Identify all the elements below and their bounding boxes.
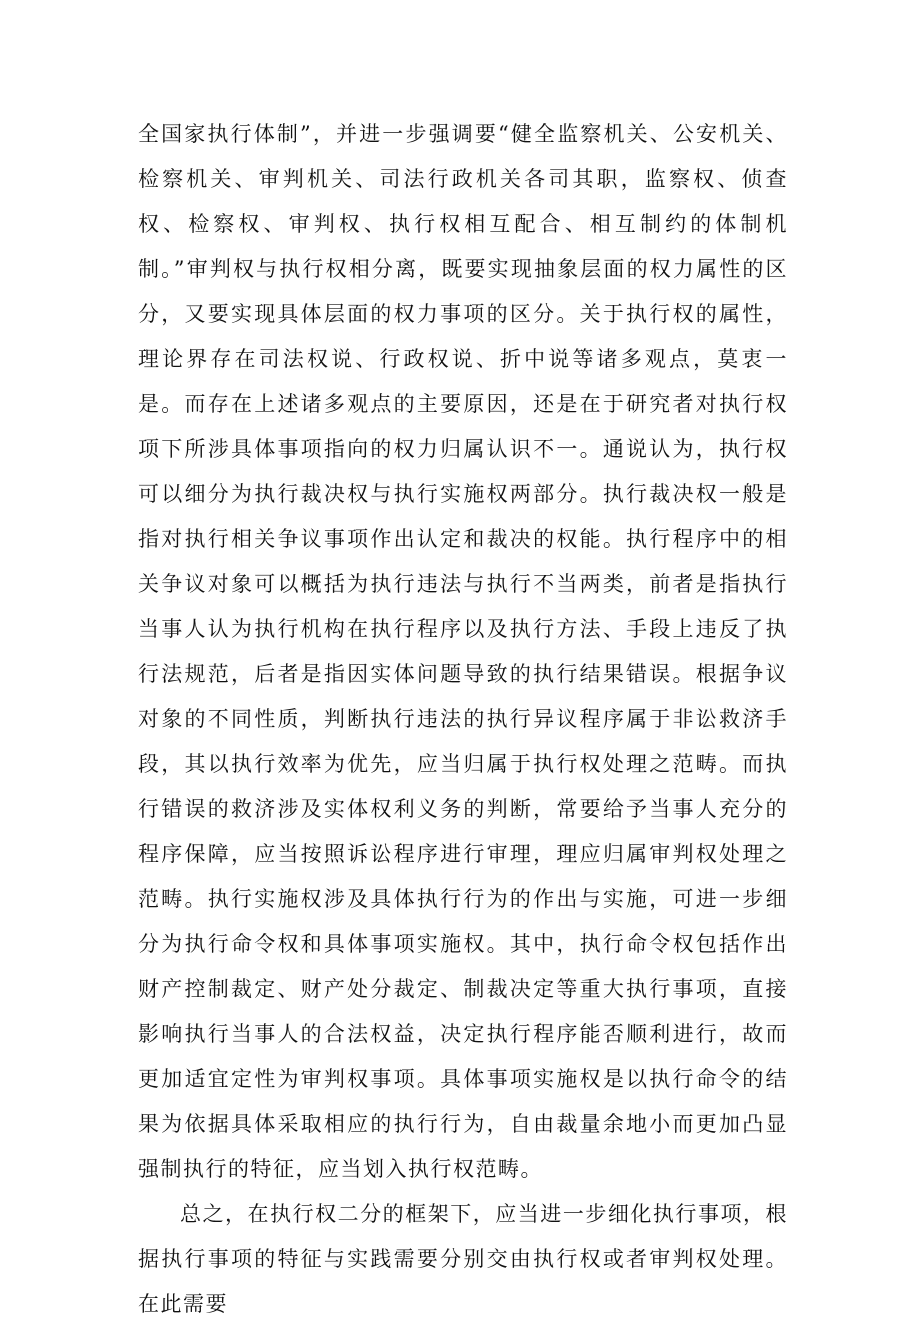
document-body xyxy=(138,112,788,1327)
paragraph-summary: 总之，在执行权二分的框架下，应当进一步细化执行事项，根据执行事项的特征与实践需要分别交由执行权或者审判权处理。在此需要 xyxy=(138,1202,788,1316)
paragraph-continued: 全国家执行体制”，并进一步强调要“健全监察机关、公安机关、检察机关、审判机关、司法行政机关各司其职，监察权、侦查权、检察权、审判权、执行权相互配合、相互制约的体制机制。”审判权与执行权相分离，既要实现抽象层面的权力属性的区分，又要实现具体层面的权力事项的区分。关于执行权的属性，理论界存在司法权说、行政权说、折中说等诸多观点，莫衷一是。而存在上述诸多观点的主要原因，还是在于研究者对执行权项下所涉具体事项指向的权力归属认识不一。通说认为，执行权可以细分为执行裁决权与执行实施权两部分。执行裁决权一般是指对执行相关争议事项作出认定和裁决的权能。执行程序中的相关争议对象可以概括为执行违法与执行不当两类，前者是指执行当事人认为执行机构在执行程序以及执行方法、手段上违反了执行法规范，后者是指因实体问题导致的执行结果错误。根据争议对象的不同性质，判断执行违法的执行异议程序属于非讼救济手段，其以执行效率为优先，应当归属于执行权处理之范畴。而执行错误的救济涉及实体权利义务的判断，常要给予当事人充分的程序保障，应当按照诉讼程序进行审理，理应归属审判权处理之范畴。执行实施权涉及具体执行行为的作出与实施，可进一步细分为执行命令权和具体事项实施权。其中，执行命令权包括作出财产控制裁定、财产处分裁定、制裁决定等重大执行事项，直接影响执行当事人的合法权益，决定执行程序能否顺利进行，故而更加适宜定性为审判权事项。具体事项实施权是以执行命令的结果为依据具体采取相应的执行行为，自由裁量余地小而更加凸显强制执行的特征，应当划入执行权范畴。 xyxy=(138,122,788,1181)
